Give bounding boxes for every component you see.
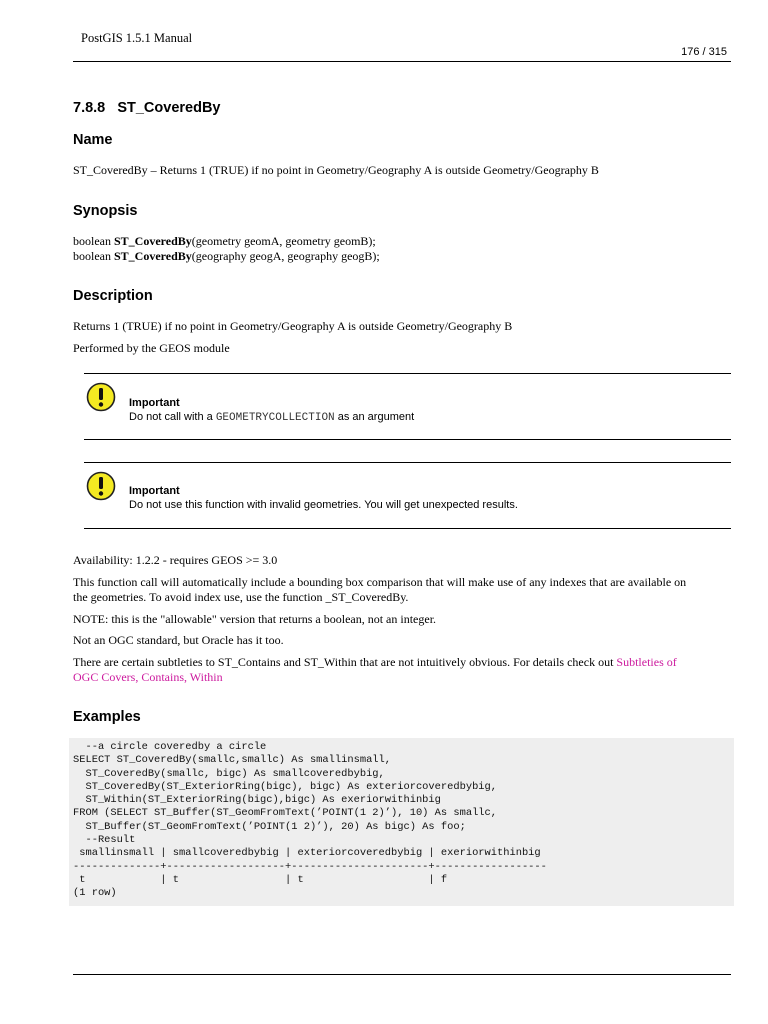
bbox-text-line-1: This function call will automatically include a bounding box comparison that will make use of any indexes that are available on	[73, 575, 687, 589]
synopsis-line-1: boolean ST_CoveredBy(geometry geomA, geometry geomB);	[73, 234, 376, 248]
function-name: ST_CoveredBy	[114, 234, 192, 248]
manual-title: PostGIS 1.5.1 Manual	[81, 31, 193, 45]
note-text: NOTE: this is the "allowable" version that returns a boolean, not an integer.	[73, 612, 437, 626]
note-title: Important	[129, 485, 180, 497]
ogc-text: Not an OGC standard, but Oracle has it too.	[73, 633, 284, 647]
section-title: ST_CoveredBy	[117, 100, 221, 116]
important-note-1	[84, 373, 731, 440]
code-listing: --a circle coveredby a circle SELECT ST_CoveredBy(smallc,smallc) As smallinsmall, ST_CoveredBy(smallc, bigc) As smallcoveredbybig, ST_CoveredBy(ST_ExteriorRing(bigc), bigc) As exteriorcoveredbybig, ST_Within(ST_ExteriorRing(bigc),bigc) As exeriorwithinbig FROM (SELECT ST_Buffer(ST_GeomFromText(’POINT(1 2)’), 10) As smallc, ST_Buffer(ST_GeomFromText(’POINT(1 2)’), 20) As bigc) As foo; --Result smallinsmall | smallcoveredbybig | exteriorcoveredbybig | exeriorwithinbig --------------+-------------------+----------------------+------------------ t | t | t | f (1 row)	[73, 741, 547, 900]
name-text: ST_CoveredBy – Returns 1 (TRUE) if no point in Geometry/Geography A is outside Geometry/Geography B	[73, 163, 599, 177]
synopsis-heading: Synopsis	[73, 203, 138, 219]
page-number: 176 / 315	[681, 46, 727, 58]
note-body: Do not use this function with invalid geometries. You will get unexpected results.	[129, 499, 518, 511]
availability-text: Availability: 1.2.2 - requires GEOS >= 3.0	[73, 553, 278, 567]
code-example	[69, 738, 734, 906]
subtleties-link-continued[interactable]: OGC Covers, Contains, Within	[73, 670, 223, 684]
note-body: Do not call with a GEOMETRYCOLLECTION as an argument	[129, 411, 415, 424]
synopsis-line-2: boolean ST_CoveredBy(geography geogA, geography geogB);	[73, 249, 380, 263]
warning-icon	[86, 471, 116, 501]
examples-heading: Examples	[73, 709, 141, 725]
inline-code: GEOMETRYCOLLECTION	[215, 412, 335, 424]
description-p1: Returns 1 (TRUE) if no point in Geometry/Geography A is outside Geometry/Geography B	[73, 319, 513, 333]
subtleties-link[interactable]: Subtleties of	[616, 655, 677, 669]
description-heading: Description	[73, 288, 153, 304]
header-rule	[73, 61, 731, 62]
footer-rule	[73, 974, 731, 975]
important-note-2	[84, 462, 731, 529]
note-title: Important	[129, 397, 180, 409]
warning-icon	[86, 382, 116, 412]
name-heading: Name	[73, 132, 113, 148]
subtleties-line-2	[73, 670, 731, 685]
function-name: ST_CoveredBy	[114, 249, 192, 263]
bbox-text-line-2: the geometries. To avoid index use, use the function _ST_CoveredBy.	[73, 590, 409, 604]
section-number: 7.8.8	[73, 100, 106, 116]
description-p2: Performed by the GEOS module	[73, 341, 230, 355]
section-heading	[73, 99, 731, 117]
subtleties-line-1: There are certain subtleties to ST_Contains and ST_Within that are not intuitively obvious. For details check out Subtleties of	[73, 655, 677, 669]
